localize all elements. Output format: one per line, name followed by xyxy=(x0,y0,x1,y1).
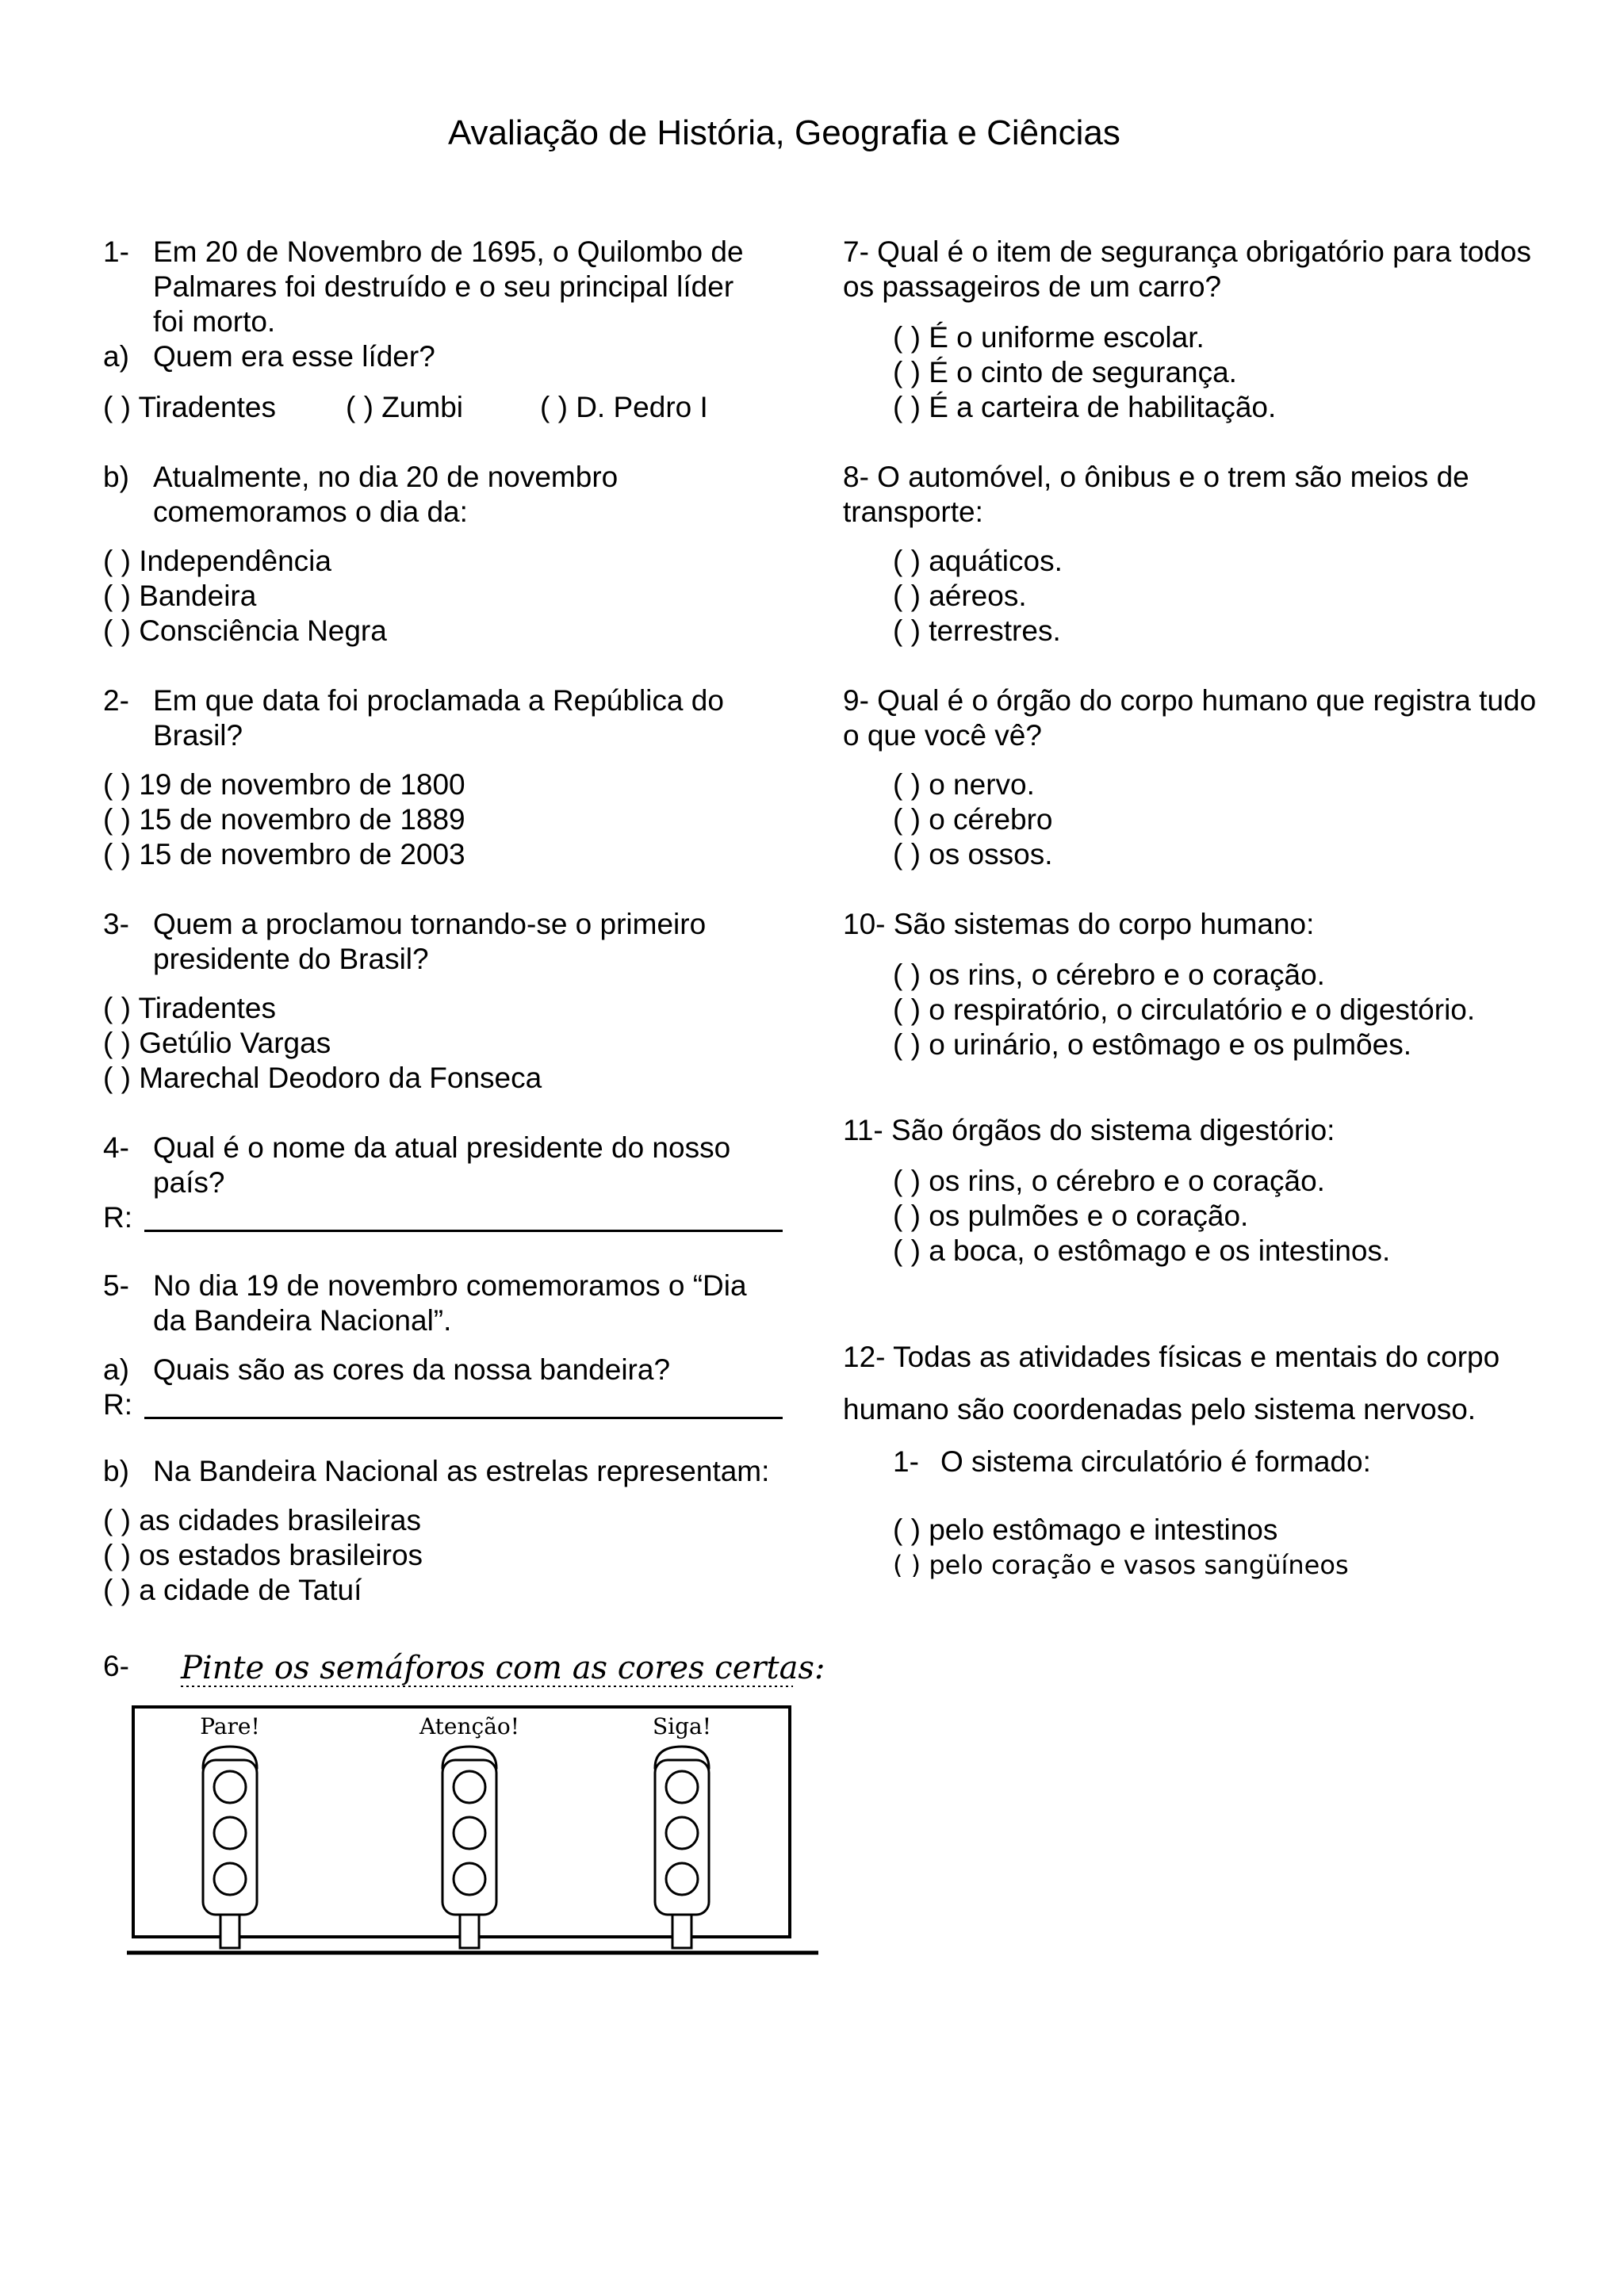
q6-number: 6- xyxy=(103,1650,129,1682)
q10-line-1: 10- São sistemas do corpo humano: xyxy=(843,908,1315,940)
q11-line-1: 11- São órgãos do sistema digestório: xyxy=(843,1114,1335,1146)
q1a-option-dpedro[interactable]: ( ) D. Pedro I xyxy=(540,391,708,423)
q11-option-2[interactable]: ( ) os pulmões e o coração. xyxy=(893,1200,1249,1232)
q1b-option-2[interactable]: ( ) Bandeira xyxy=(103,580,257,612)
q5b-option-3[interactable]: ( ) a cidade de Tatuí xyxy=(103,1574,362,1606)
q12-line-1: 12- Todas as atividades físicas e mentais do corpo xyxy=(843,1341,1500,1373)
q1-line-3: foi morto. xyxy=(153,305,276,338)
q12-line-2: humano são coordenadas pelo sistema nervoso. xyxy=(843,1393,1477,1425)
q3-option-1[interactable]: ( ) Tiradentes xyxy=(103,992,276,1024)
q11-option-1[interactable]: ( ) os rins, o cérebro e o coração. xyxy=(893,1165,1325,1197)
traffic-light-attention-lamp-top[interactable] xyxy=(454,1771,485,1803)
q1-number: 1- xyxy=(103,235,129,268)
q1b-option-1[interactable]: ( ) Independência xyxy=(103,545,331,577)
q11-option-3[interactable]: ( ) a boca, o estômago e os intestinos. xyxy=(893,1234,1391,1267)
q12-sub-text: O sistema circulatório é formado: xyxy=(940,1445,1371,1478)
q5-line-2: da Bandeira Nacional”. xyxy=(153,1304,452,1337)
q7-option-2[interactable]: ( ) É o cinto de segurança. xyxy=(893,356,1237,388)
q3-line-2: presidente do Brasil? xyxy=(153,943,429,975)
q9-option-3[interactable]: ( ) os ossos. xyxy=(893,838,1053,871)
q1a-option-tiradentes[interactable]: ( ) Tiradentes xyxy=(103,391,276,423)
q3-option-2[interactable]: ( ) Getúlio Vargas xyxy=(103,1027,331,1059)
q7-option-1[interactable]: ( ) É o uniforme escolar. xyxy=(893,321,1205,354)
traffic-light-go-label: Siga! xyxy=(652,1713,712,1739)
q1a-option-zumbi[interactable]: ( ) Zumbi xyxy=(346,391,463,423)
traffic-lights-figure xyxy=(127,1645,825,1958)
q10-option-2[interactable]: ( ) o respiratório, o circulatório e o digestório. xyxy=(893,993,1476,1026)
traffic-light-go-lamp-bottom[interactable] xyxy=(666,1863,698,1895)
traffic-light-stop-lamp-middle[interactable] xyxy=(214,1817,246,1849)
q4-answer-line[interactable] xyxy=(144,1230,783,1232)
q1a-label: a) xyxy=(103,340,129,373)
q5-number: 5- xyxy=(103,1269,129,1302)
traffic-light-go-lamp-middle[interactable] xyxy=(666,1817,698,1849)
q5b-label: b) xyxy=(103,1455,129,1487)
q7-option-3[interactable]: ( ) É a carteira de habilitação. xyxy=(893,391,1277,423)
q7-line-2: os passageiros de um carro? xyxy=(843,270,1222,303)
traffic-light-attention-lamp-middle[interactable] xyxy=(454,1817,485,1849)
q8-option-2[interactable]: ( ) aéreos. xyxy=(893,580,1027,612)
q5-answer-label: R: xyxy=(103,1388,132,1421)
q5b-option-1[interactable]: ( ) as cidades brasileiras xyxy=(103,1504,421,1536)
q8-option-3[interactable]: ( ) terrestres. xyxy=(893,614,1061,647)
q3-line-1: Quem a proclamou tornando-se o primeiro xyxy=(153,908,707,940)
q6-instruction: Pinte os semáforos com as cores certas: xyxy=(181,1650,825,1686)
q7-line-1: 7- Qual é o item de segurança obrigatório para todos xyxy=(843,235,1531,268)
q1b-option-3[interactable]: ( ) Consciência Negra xyxy=(103,614,387,647)
traffic-light-stop-lamp-top[interactable] xyxy=(214,1771,246,1803)
traffic-light-stop-lamp-bottom[interactable] xyxy=(214,1863,246,1895)
q2-option-2[interactable]: ( ) 15 de novembro de 1889 xyxy=(103,803,465,836)
q3-option-3[interactable]: ( ) Marechal Deodoro da Fonseca xyxy=(103,1062,542,1094)
q12-option-1[interactable]: ( ) pelo estômago e intestinos xyxy=(893,1513,1278,1546)
q2-option-1[interactable]: ( ) 19 de novembro de 1800 xyxy=(103,768,465,801)
q5a-text: Quais são as cores da nossa bandeira? xyxy=(153,1353,671,1386)
q1-line-1: Em 20 de Novembro de 1695, o Quilombo de xyxy=(153,235,744,268)
q1b-line-2: comemoramos o dia da: xyxy=(153,496,468,528)
q9-option-2[interactable]: ( ) o cérebro xyxy=(893,803,1053,836)
q5b-text: Na Bandeira Nacional as estrelas representam: xyxy=(153,1455,770,1487)
q1b-line-1: Atualmente, no dia 20 de novembro xyxy=(153,461,619,493)
traffic-light-attention-lamp-bottom[interactable] xyxy=(454,1863,485,1895)
q5a-label: a) xyxy=(103,1353,129,1386)
traffic-light-attention[interactable] xyxy=(419,1713,519,1948)
page-title: Avaliação de História, Geografia e Ciências xyxy=(448,113,1120,152)
q9-line-1: 9- Qual é o órgão do corpo humano que registra tudo xyxy=(843,684,1537,717)
q2-line-1: Em que data foi proclamada a República do xyxy=(153,684,724,717)
q5-answer-line[interactable] xyxy=(144,1417,783,1419)
q5b-option-2[interactable]: ( ) os estados brasileiros xyxy=(103,1539,423,1571)
q9-option-1[interactable]: ( ) o nervo. xyxy=(893,768,1035,801)
q1b-label: b) xyxy=(103,461,129,493)
q4-line-2: país? xyxy=(153,1166,225,1199)
q2-line-2: Brasil? xyxy=(153,719,243,752)
q4-number: 4- xyxy=(103,1131,129,1164)
traffic-light-attention-label: Atenção! xyxy=(419,1713,520,1739)
traffic-light-stop-label: Pare! xyxy=(200,1713,260,1739)
q9-line-2: o que você vê? xyxy=(843,719,1042,752)
q5-line-1: No dia 19 de novembro comemoramos o “Dia xyxy=(153,1269,747,1302)
q2-option-3[interactable]: ( ) 15 de novembro de 2003 xyxy=(103,838,465,871)
q4-answer-label: R: xyxy=(103,1201,132,1234)
q10-option-3[interactable]: ( ) o urinário, o estômago e os pulmões. xyxy=(893,1028,1411,1061)
q2-number: 2- xyxy=(103,684,129,717)
q12-option-2[interactable]: ( ) pelo coração e vasos sangüíneos xyxy=(893,1550,1349,1580)
q4-line-1: Qual é o nome da atual presidente do nosso xyxy=(153,1131,731,1164)
q8-option-1[interactable]: ( ) aquáticos. xyxy=(893,545,1063,577)
q8-line-2: transporte: xyxy=(843,496,983,528)
traffic-light-go-lamp-top[interactable] xyxy=(666,1771,698,1803)
q8-line-1: 8- O automóvel, o ônibus e o trem são meios de xyxy=(843,461,1469,493)
q1a-text: Quem era esse líder? xyxy=(153,340,435,373)
traffic-light-stop[interactable] xyxy=(200,1713,259,1948)
q12-sub-number: 1- xyxy=(893,1445,919,1478)
q10-option-1[interactable]: ( ) os rins, o cérebro e o coração. xyxy=(893,959,1325,991)
traffic-light-go[interactable] xyxy=(653,1713,711,1948)
q3-number: 3- xyxy=(103,908,129,940)
q1-line-2: Palmares foi destruído e o seu principal líder xyxy=(153,270,734,303)
